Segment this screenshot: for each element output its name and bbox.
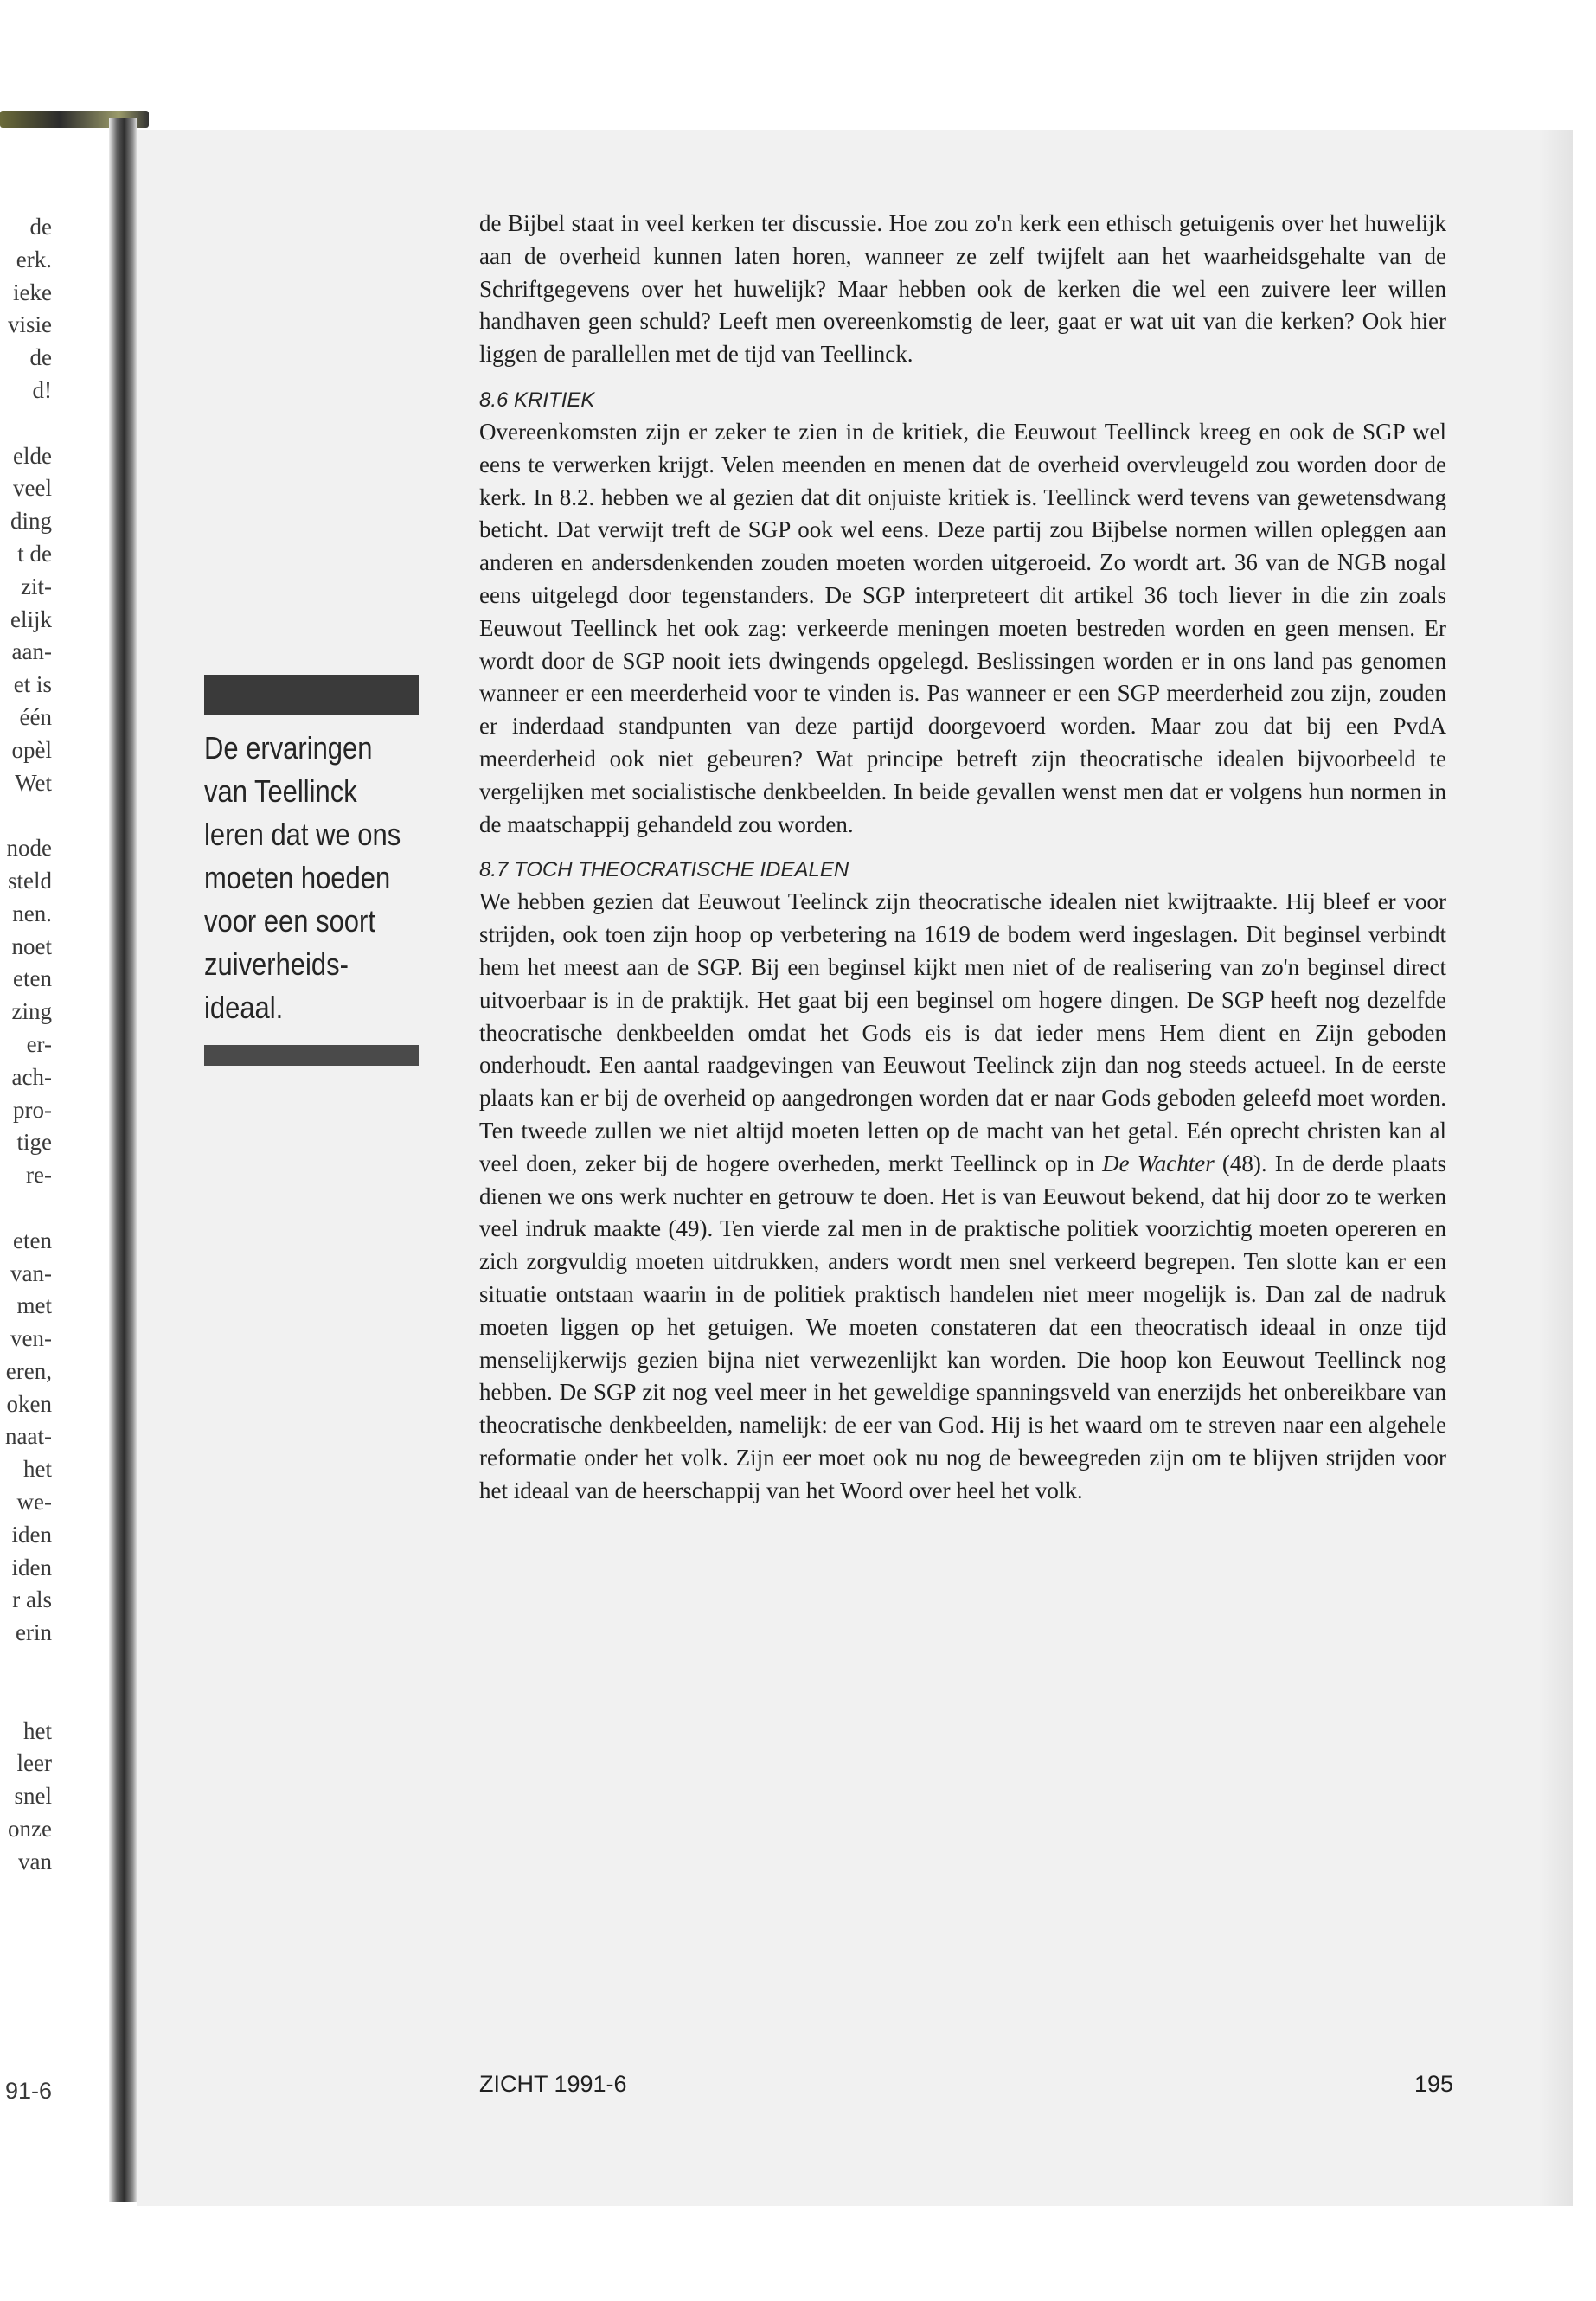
previous-page-line-fragment: opèl (11, 736, 52, 763)
previous-page-line-fragment: het (23, 1456, 52, 1483)
previous-page-line-fragment: node (6, 835, 52, 862)
pull-quote-text: De ervaringen van Teellinck leren dat we ons moeten hoeden voor een soort zuiverheids-ideaal. (204, 730, 401, 1025)
book-spine (109, 118, 137, 2202)
previous-page-line-fragment: iden (11, 1554, 52, 1580)
previous-page-line-fragment: aan- (11, 638, 52, 665)
previous-page-line-fragment: leer (16, 1750, 52, 1777)
previous-page-line-fragment: iden (11, 1521, 52, 1548)
previous-page-line-fragment: elde (13, 442, 52, 469)
section-theocratische-idealen-paragraph (479, 886, 1446, 1507)
previous-page-line-fragment: steld (8, 867, 52, 894)
pull-quote-top-bar (204, 675, 419, 715)
section-kritiek-paragraph: Overeenkomsten zijn er zeker te zien in de kritiek, die Eeuwout Teellinck kreeg en ook de SGP wel eens te verwerken krijgt. Velen meenden en menen dat de overheid overvleugeld zou worden door de kerk. In 8.2. hebben we al gezien dat dit onjuiste kritiek is. Teellinck werd tevens van gewetensdwang beticht. Dat verwijt treft de SGP ook wel eens. Deze partij zou Bijbelse normen willen opleggen aan anderen en andersdenkenden zouden moeten worden uitgeroeid. Zo wordt art. 36 van de NGB nogal eens uitgelegd door tegenstanders. De SGP interpreteert dit artikel 36 toch liever in die zin zoals Eeuwout Teellinck het ook zag: verkeerde meningen moeten bestreden worden en geen mensen. Er wordt door de SGP nooit iets dwingends opgelegd. Beslissingen worden er in ons land pas genomen wanneer er een meerderheid voor te vinden is. Pas wanneer er een SGP meerderheid zou zijn, zouden er inderdaad standpunten van deze partijd doorgevoerd worden. Maar zou dat bij een PvdA meerderheid ook niet gebeuren? Wat principe betreft zijn theocratische idealen bijvoorbeeld te vergelijken met socialistische denkbeelden. In beide gevallen wenst men dat er volgens hun normen in de maatschappij gehandeld zou worden. (479, 418, 1446, 837)
previous-page-line-fragment: et is (13, 671, 52, 698)
previous-page-text-fragments (5, 211, 52, 1879)
cited-title: De Wachter (1102, 1150, 1215, 1176)
previous-page-line-fragment: van- (10, 1259, 52, 1286)
previous-page-line-fragment: we- (16, 1489, 52, 1516)
previous-page-line-fragment: de (29, 214, 52, 240)
previous-page-line-fragment: eten (13, 965, 52, 992)
previous-page-line-fragment: de (29, 344, 52, 371)
previous-page-line-fragment: van (18, 1848, 52, 1875)
section-heading-theocratische-idealen: 8.7 TOCH THEOCRATISCHE IDEALEN (479, 858, 849, 882)
previous-page-line-fragment: ieke (13, 279, 52, 305)
previous-page-line-fragment: onze (8, 1816, 52, 1843)
article-body (479, 208, 1446, 1507)
previous-page-line-fragment: erin (16, 1619, 52, 1646)
previous-page-line-fragment (5, 1192, 52, 1225)
footer-publication: ZICHT 1991-6 (479, 2071, 627, 2097)
previous-page-line-fragment: snel (14, 1783, 52, 1810)
page (137, 130, 1573, 2206)
pull-quote (204, 675, 419, 1066)
previous-page-number: 91-6 (4, 2078, 52, 2104)
previous-page-line-fragment: met (16, 1292, 52, 1319)
paragraph-text-part-2: (48). In de derde plaats dienen we ons werk nuchter en getrouw te doen. Het is van Eeuwout bekend, dat hij door zo te werken veel indruk maakte (49). Ten vierde zal men in de praktische politiek voorzichtig moeten opereren en zich zorgvuldig moeten uitdrukken, anders wordt men snel verkeerd begrepen. Ten slotte kan er een situatie ontstaan waarin in de politiek praktisch handelen niet meer mogelijk is. Dan zal de nadruk moeten liggen op het getuigen. We moeten constateren dat een theocratisch ideaal in onze tijd menselijkerwijs gezien bijna niet verwezenlijkt kan worden. Die hoop kon Eeuwout Teellinck nog hebben. De SGP zit nog veel meer in het geweldige spanningsveld van enerzijds het onbereikbare van theocratische denkbeelden, namelijk: de eer van God. Hij is het waard om te streven naar een algehele reformatie onder het volk. Zijn eer moet ook nu nog de beweegreden zijn om te blijven strijden voor het ideaal van de heerschappij van het Woord over heel het volk. (479, 1150, 1446, 1503)
previous-page-line-fragment: het (23, 1717, 52, 1744)
previous-page-line-fragment: t de (17, 540, 52, 567)
previous-page-line-fragment: ding (10, 508, 52, 535)
previous-page-line-fragment: één (19, 703, 52, 730)
paragraph-text-part-1: We hebben gezien dat Eeuwout Teelinck zijn theocratische idealen niet kwijtraakte. Hij bleef er voor strijden, ook toen zijn hoop op verbetering na 1619 de bodem werd ingeslagen. Dit beginsel verbindt hem het meest aan de SGP. Bij een beginsel kijkt men niet of de realisering van zo'n beginsel direct uitvoerbaar is in de praktijk. Het gaat bij een beginsel om hogere dingen. De SGP heeft nog dezelfde theocratische denkbeelden omdat het Gods eis is dat ieder mens Hem dient en Zijn geboden onderhoudt. Een aantal raadgevingen van Eeuwout Teelinck zijn dan nog steeds actueel. In de eerste plaats kan er bij de overheid op aangedrongen worden dat er naar Gods geboden geleefd moet worden. Ten tweede zullen we niet altijd moeten letten op de macht van het getal. Eén oprecht christen kan al veel doen, zeker bij de hogere overheden, merkt Teellinck op in (479, 888, 1446, 1176)
previous-page-line-fragment (5, 1650, 52, 1682)
intro-paragraph: de Bijbel staat in veel kerken ter discussie. Hoe zou zo'n kerk een ethisch getuigenis over het huwelijk aan de overheid kunnen laten horen, wanneer ze zelf twijfelt aan het waarheidsgehalte van de Schriftgegevens over het huwelijk? Maar hebben ook de kerken die wel een zuivere leer willen handhaven geen schuld? Leeft men overeenkomstig de leer, gaat er wat uit van die kerken? Ook hier liggen de parallellen met de tijd van Teellinck. (479, 210, 1446, 368)
previous-page-line-fragment (5, 799, 52, 832)
section-heading-kritiek: 8.6 KRITIEK (479, 388, 595, 412)
previous-page-line-fragment: ach- (11, 1063, 52, 1090)
previous-page-line-fragment: tige (16, 1129, 52, 1156)
previous-page-line-fragment: re- (26, 1162, 52, 1189)
previous-page-line-fragment: naat- (5, 1423, 52, 1450)
previous-page-line-fragment (5, 407, 52, 440)
previous-page-line-fragment (5, 1682, 52, 1715)
previous-page-line-fragment: ven- (10, 1325, 52, 1352)
previous-page-line-fragment: d! (32, 376, 52, 403)
previous-page-line-fragment: erk. (16, 246, 52, 272)
page-edge-shadow (1538, 130, 1573, 2206)
previous-page-line-fragment: zing (11, 998, 52, 1025)
previous-page-line-fragment: elijk (10, 606, 52, 632)
previous-page-line-fragment: eren, (5, 1357, 52, 1384)
previous-page-line-fragment: r als (12, 1586, 52, 1613)
previous-page-line-fragment: nen. (12, 900, 52, 926)
previous-page-line-fragment: visie (8, 311, 52, 338)
previous-page-line-fragment: oken (6, 1390, 52, 1417)
previous-page (0, 130, 109, 2206)
footer-page-number: 195 (1413, 2071, 1453, 2097)
previous-page-line-fragment: eten (13, 1227, 52, 1253)
previous-page-line-fragment: Wet (15, 769, 52, 796)
previous-page-line-fragment: veel (13, 475, 52, 502)
pull-quote-bottom-bar (204, 1045, 419, 1066)
previous-page-line-fragment: pro- (13, 1096, 52, 1123)
previous-page-line-fragment: er- (26, 1030, 52, 1057)
previous-page-line-fragment: zit- (21, 573, 52, 599)
previous-page-line-fragment: noet (11, 933, 52, 959)
